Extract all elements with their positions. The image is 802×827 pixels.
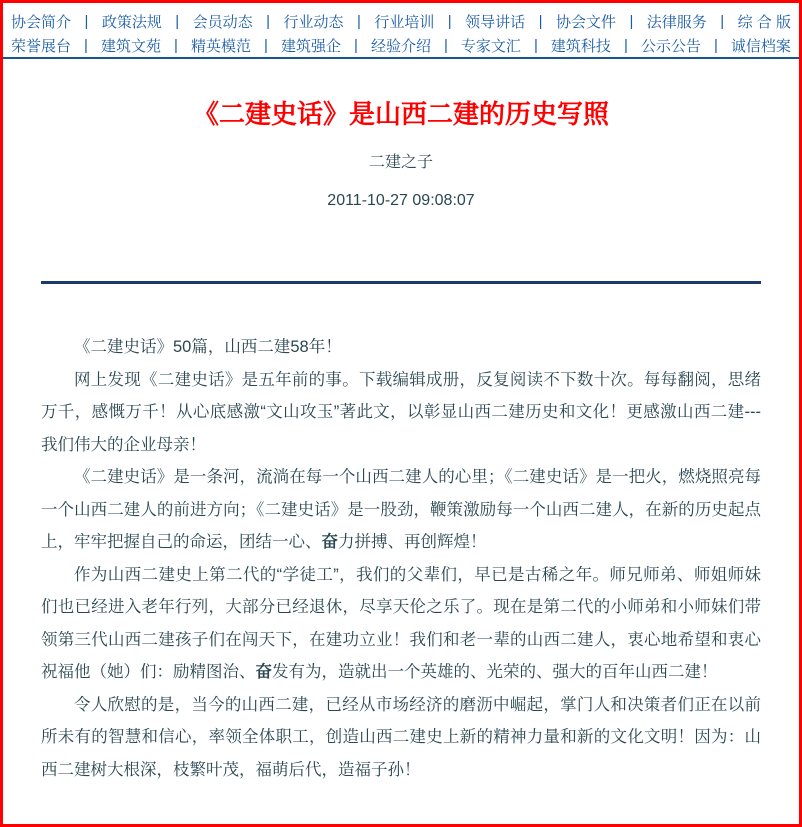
nav-separator: | xyxy=(629,12,634,30)
nav-separator: | xyxy=(533,36,538,54)
nav-separator: | xyxy=(354,36,358,54)
top-navigation xyxy=(3,3,799,59)
nav-link[interactable]: 协会文件 xyxy=(555,13,616,31)
nav-link[interactable]: 建筑强企 xyxy=(280,37,341,55)
nav-link[interactable]: 领导讲话 xyxy=(465,13,526,31)
nav-separator: | xyxy=(443,36,448,54)
nav-separator: | xyxy=(266,12,271,30)
paragraph-5: 令人欣慰的是，当今的山西二建，已经从市场经济的磨沥中崛起，掌门人和决策者们正在以前所未有的智慧和信心，率领全体职工，创造山西二建史上新的精神力量和新的文化文明！因为：山西二建树大根深，枝繁叶茂，福萌后代，造福子孙！ xyxy=(41,695,761,779)
nav-separator: | xyxy=(447,12,452,30)
nav-link[interactable]: 会员动态 xyxy=(192,13,253,31)
article-author: 二建之子 xyxy=(368,154,433,171)
paragraph-4-bold-char: 奋 xyxy=(255,663,272,681)
nav-link[interactable]: 法律服务 xyxy=(646,13,707,31)
paragraph-4-text: 作为山西二建史上第二代的“学徒工”，我们的父辈们，早已是古稀之年。师兄师弟、师姐师妹们也已经进入老年行列，大部分已经退休，尽享天伦之乐了。现在是第二代的小师弟和小师妹们带领第三代山西二建孩子们在闯天下，在建功立业！我们和老一辈的山西二建人，衷心地希望和衷心祝福他（她）们：励精图治、 xyxy=(41,565,761,681)
article-body xyxy=(41,331,761,786)
nav-separator: | xyxy=(264,36,268,54)
paragraph-3-text: 《二建史话》是一条河，流淌在每一个山西二建人的心里；《二建史话》是一把火，燃烧照亮每一个山西二建人的前进方向；《二建史话》是一股劲，鞭策激励每一个山西二建人，在新的历史起点上，牢牢把握自己的命运，团结一心、 xyxy=(41,468,761,551)
paragraph-4-text: 发有为，造就出一个英雄的、光荣的、强大的百年山西二建！ xyxy=(272,663,718,681)
nav-separator: | xyxy=(713,36,718,54)
nav-link[interactable]: 专家文汇 xyxy=(460,37,521,55)
paragraph-2: 网上发现《二建史话》是五年前的事。下载编辑成册，反复阅读不下数十次。每每翻阅，思绪万千，感慨万千！从心底感激“文山攻玉”著此文，以彰显山西二建历史和文化！更感激山西二建---我们伟大的企业母亲！ xyxy=(41,370,761,454)
nav-separator: | xyxy=(623,36,628,54)
nav-link[interactable]: 行业培训 xyxy=(374,13,435,31)
nav-link[interactable]: 精英模范 xyxy=(190,37,251,55)
nav-separator: | xyxy=(84,36,88,54)
nav-link[interactable]: 诚信档案 xyxy=(730,37,791,55)
nav-separator: | xyxy=(720,12,725,30)
section-divider xyxy=(41,281,761,284)
paragraph-3-text: 力拼搏、再创辉煌！ xyxy=(338,533,487,551)
nav-link[interactable]: 行业动态 xyxy=(283,13,344,31)
nav-separator: | xyxy=(538,12,543,30)
nav-separator: | xyxy=(174,36,178,54)
nav-link[interactable]: 综 合 版 xyxy=(737,13,791,31)
article-title: 《二建史话》是山西二建的历史写照 xyxy=(192,99,609,129)
nav-link[interactable]: 政策法规 xyxy=(101,13,162,31)
paragraph-4 xyxy=(41,559,761,689)
nav-link[interactable]: 公示公告 xyxy=(640,37,701,55)
paragraph-3-bold-char: 奋 xyxy=(321,533,338,551)
nav-link[interactable]: 建筑文苑 xyxy=(100,37,161,55)
nav-row-1 xyxy=(3,9,799,33)
nav-separator: | xyxy=(84,12,89,30)
article-date: 2011-10-27 09:08:07 xyxy=(327,192,475,209)
nav-link[interactable]: 协会简介 xyxy=(11,13,72,31)
nav-row-2 xyxy=(3,33,799,57)
nav-link[interactable]: 建筑科技 xyxy=(550,37,611,55)
paragraph-3 xyxy=(41,461,761,559)
nav-separator: | xyxy=(356,12,361,30)
paragraph-1: 《二建史话》50篇，山西二建58年！ xyxy=(74,338,342,356)
nav-separator: | xyxy=(175,12,180,30)
article xyxy=(3,97,799,786)
nav-link[interactable]: 荣誉展台 xyxy=(11,37,72,55)
nav-link[interactable]: 经验介绍 xyxy=(370,37,431,55)
